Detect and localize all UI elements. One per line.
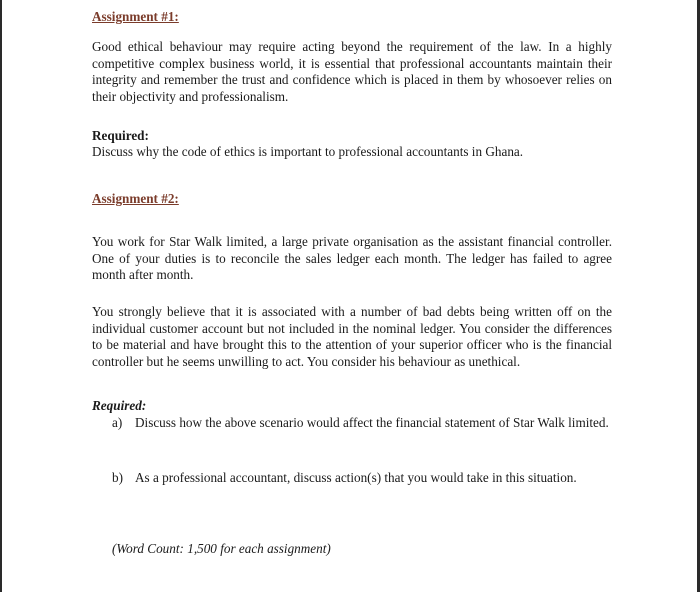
- assignment-1-paragraph: Good ethical behaviour may require acting beyond the requirement of the law. In a highly competitive complex business world, it is essential that professional accountants maintain their integrity and remember the trust and confidence which is placed in them by whosoever relies on their objectivity and professionalism.: [92, 39, 612, 104]
- list-text-a: Discuss how the above scenario would affect the financial statement of Star Walk limited.: [135, 415, 609, 430]
- list-item-b: [112, 470, 612, 487]
- left-border: [0, 0, 2, 592]
- list-text-b: As a professional accountant, discuss action(s) that you would take in this situation.: [135, 470, 577, 485]
- assignment-2-heading: Assignment #2:: [92, 191, 179, 206]
- assignment-2-paragraph-1: You work for Star Walk limited, a large private organisation as the assistant financial controller. One of your duties is to reconcile the sales ledger each month. The ledger has failed to agree month after month.: [92, 234, 612, 282]
- assignment-1-heading: Assignment #1:: [92, 9, 179, 24]
- assignment-1-required-label: Required:: [92, 128, 149, 143]
- list-item-a: [112, 415, 612, 432]
- assignment-1-required-text: Discuss why the code of ethics is important to professional accountants in Ghana.: [92, 144, 524, 159]
- word-count-note: (Word Count: 1,500 for each assignment): [112, 541, 331, 556]
- assignment-2-required-label: Required:: [92, 398, 147, 413]
- list-marker-b: b): [112, 470, 123, 485]
- assignment-2-paragraph-2: You strongly believe that it is associated with a number of bad debts being written off on the individual customer account but not included in the nominal ledger. You consider the differences to be material and have brought this to the attention of your superior officer who is the financial controller but he seems unwilling to act. You consider his behaviour as unethical.: [92, 304, 612, 369]
- list-marker-a: a): [112, 415, 123, 430]
